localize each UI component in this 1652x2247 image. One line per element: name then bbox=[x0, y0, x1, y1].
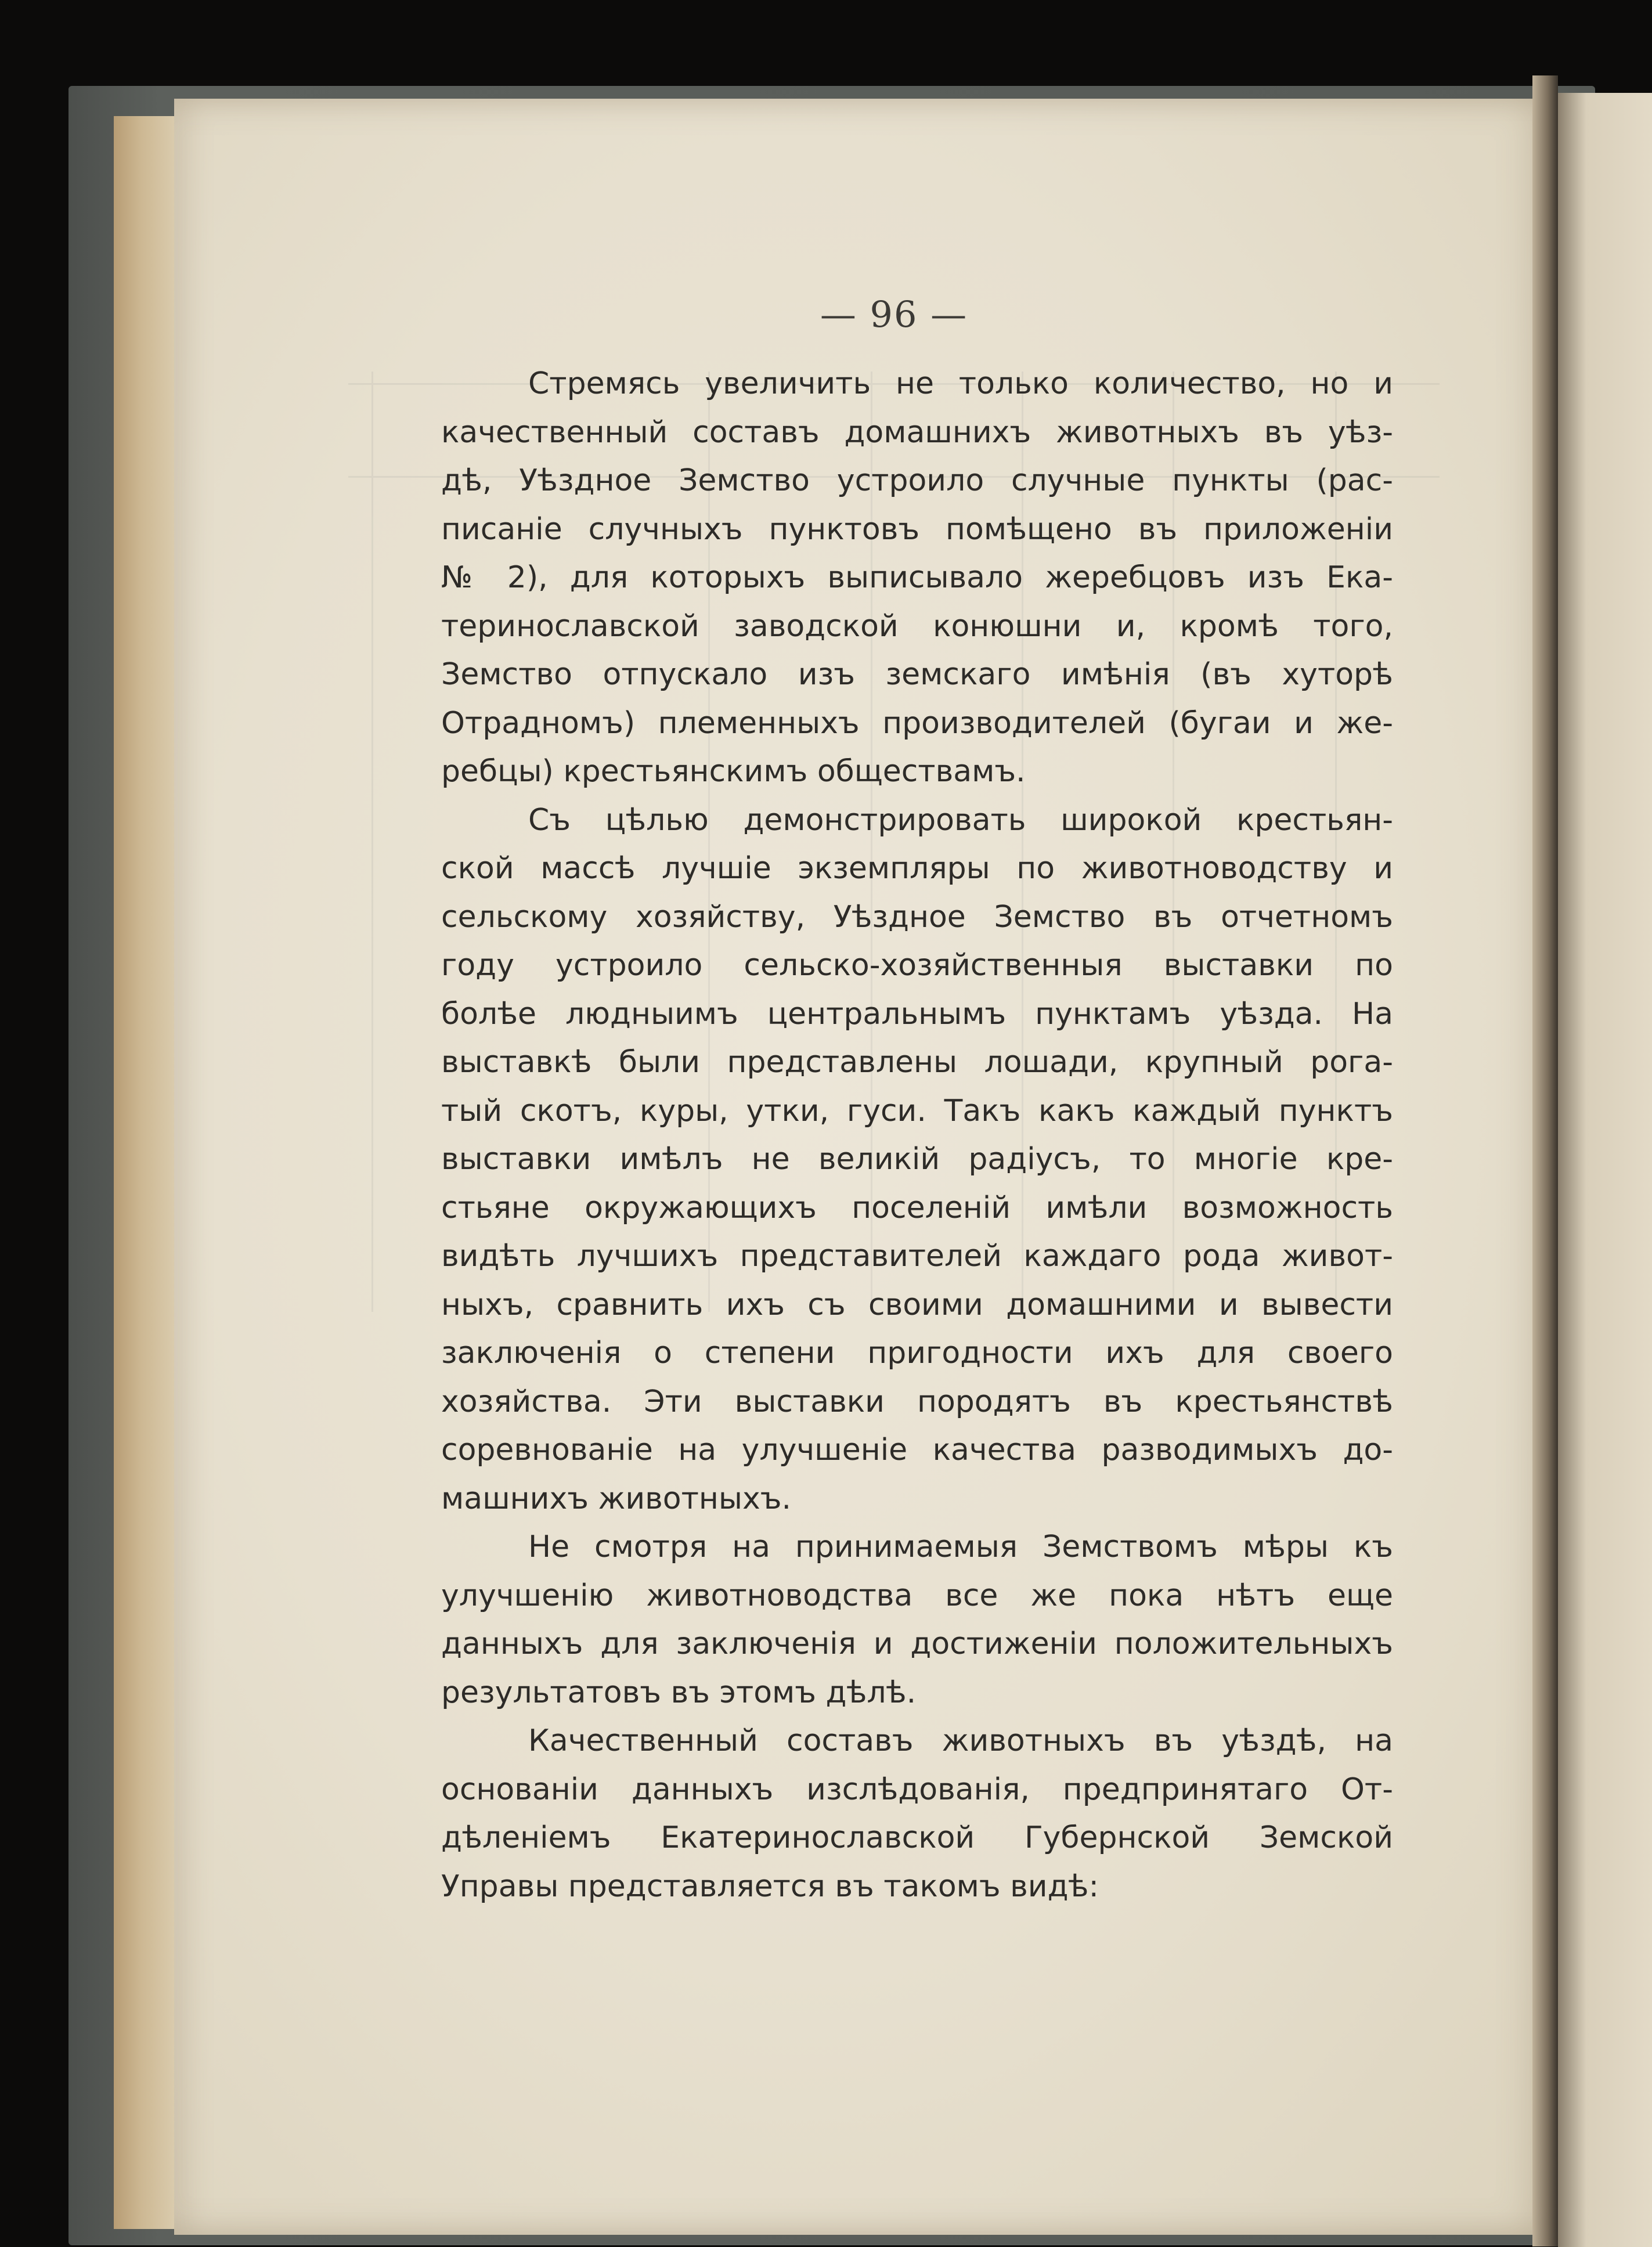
text-line: писаніе случныхъ пунктовъ помѣщено въ приложеніи bbox=[441, 511, 1393, 547]
text-line: Не смотря на принимаемыя Земствомъ мѣры къ bbox=[528, 1530, 1393, 1564]
text-line: дѣ, Уѣздное Земство устроило случные пункты (рас- bbox=[441, 463, 1393, 498]
paragraph bbox=[441, 1717, 1393, 1911]
text-line: Земство отпускало изъ земскаго имѣнія (въ хуторѣ bbox=[441, 657, 1393, 692]
text-line: Управы представляется въ такомъ видѣ: bbox=[441, 1869, 1099, 1904]
text-line: году устроило сельско-хозяйственныя выставки по bbox=[441, 948, 1393, 983]
book-gutter bbox=[1532, 75, 1558, 2246]
text-line: теринославской заводской конюшни и, кромѣ того, bbox=[441, 608, 1393, 644]
text-line: выставкѣ были представлены лошади, крупный рога- bbox=[441, 1045, 1393, 1080]
page-number: — 96 — bbox=[820, 293, 968, 336]
text-line: ребцы) крестьянскимъ обществамъ. bbox=[441, 754, 1026, 789]
text-line: Качественный составъ животныхъ въ уѣздѣ, на bbox=[528, 1723, 1393, 1758]
paragraph bbox=[441, 360, 1393, 796]
text-line: болѣе людныимъ центральнымъ пунктамъ уѣзда. На bbox=[441, 996, 1393, 1031]
text-line: Стремясь увеличить не только количество, но и bbox=[528, 366, 1393, 401]
text-line: видѣть лучшихъ представителей каждаго рода живот- bbox=[441, 1239, 1393, 1274]
text-line: заключенія о степени пригодности ихъ для своего bbox=[441, 1336, 1393, 1370]
body-text bbox=[441, 360, 1393, 1911]
text-line: соревнованіе на улучшеніе качества разводимыхъ до- bbox=[441, 1433, 1393, 1467]
text-line: улучшенію животноводства все же пока нѣтъ еще bbox=[441, 1578, 1393, 1613]
text-line: результатовъ въ этомъ дѣлѣ. bbox=[441, 1675, 917, 1710]
facing-page-edge bbox=[1558, 93, 1652, 2247]
text-line: машнихъ животныхъ. bbox=[441, 1481, 792, 1516]
text-line: стьяне окружающихъ поселеній имѣли возможность bbox=[441, 1190, 1393, 1225]
text-line: ныхъ, сравнить ихъ съ своими домашними и вывести bbox=[441, 1287, 1393, 1322]
paragraph bbox=[441, 1523, 1393, 1717]
text-line: Отрадномъ) племенныхъ производителей (бугаи и же- bbox=[441, 705, 1393, 741]
text-line: данныхъ для заключенія и достиженіи положительныхъ bbox=[441, 1626, 1393, 1661]
text-line: выставки имѣлъ не великій радіусъ, то многіе кре- bbox=[441, 1142, 1393, 1177]
page-block-edge bbox=[114, 116, 183, 2229]
text-line: сельскому хозяйству, Уѣздное Земство въ отчетномъ bbox=[441, 899, 1393, 935]
text-line: хозяйства. Эти выставки породятъ въ крестьянствѣ bbox=[441, 1384, 1393, 1419]
text-line: ской массѣ лучшіе экземпляры по животноводству и bbox=[441, 851, 1393, 886]
text-line: основаніи данныхъ изслѣдованія, предпринятаго От- bbox=[441, 1772, 1393, 1807]
text-line: № 2), для которыхъ выписывало жеребцовъ изъ Ека- bbox=[441, 560, 1393, 595]
text-line: дѣленіемъ Екатеринославской Губернской Земской bbox=[441, 1820, 1393, 1855]
text-line: качественный составъ домашнихъ животныхъ въ уѣз- bbox=[441, 414, 1393, 450]
paragraph bbox=[441, 796, 1393, 1524]
text-line: тый скотъ, куры, утки, гуси. Такъ какъ каждый пунктъ bbox=[441, 1093, 1393, 1128]
text-line: Съ цѣлью демонстрировать широкой крестьян- bbox=[528, 802, 1393, 838]
